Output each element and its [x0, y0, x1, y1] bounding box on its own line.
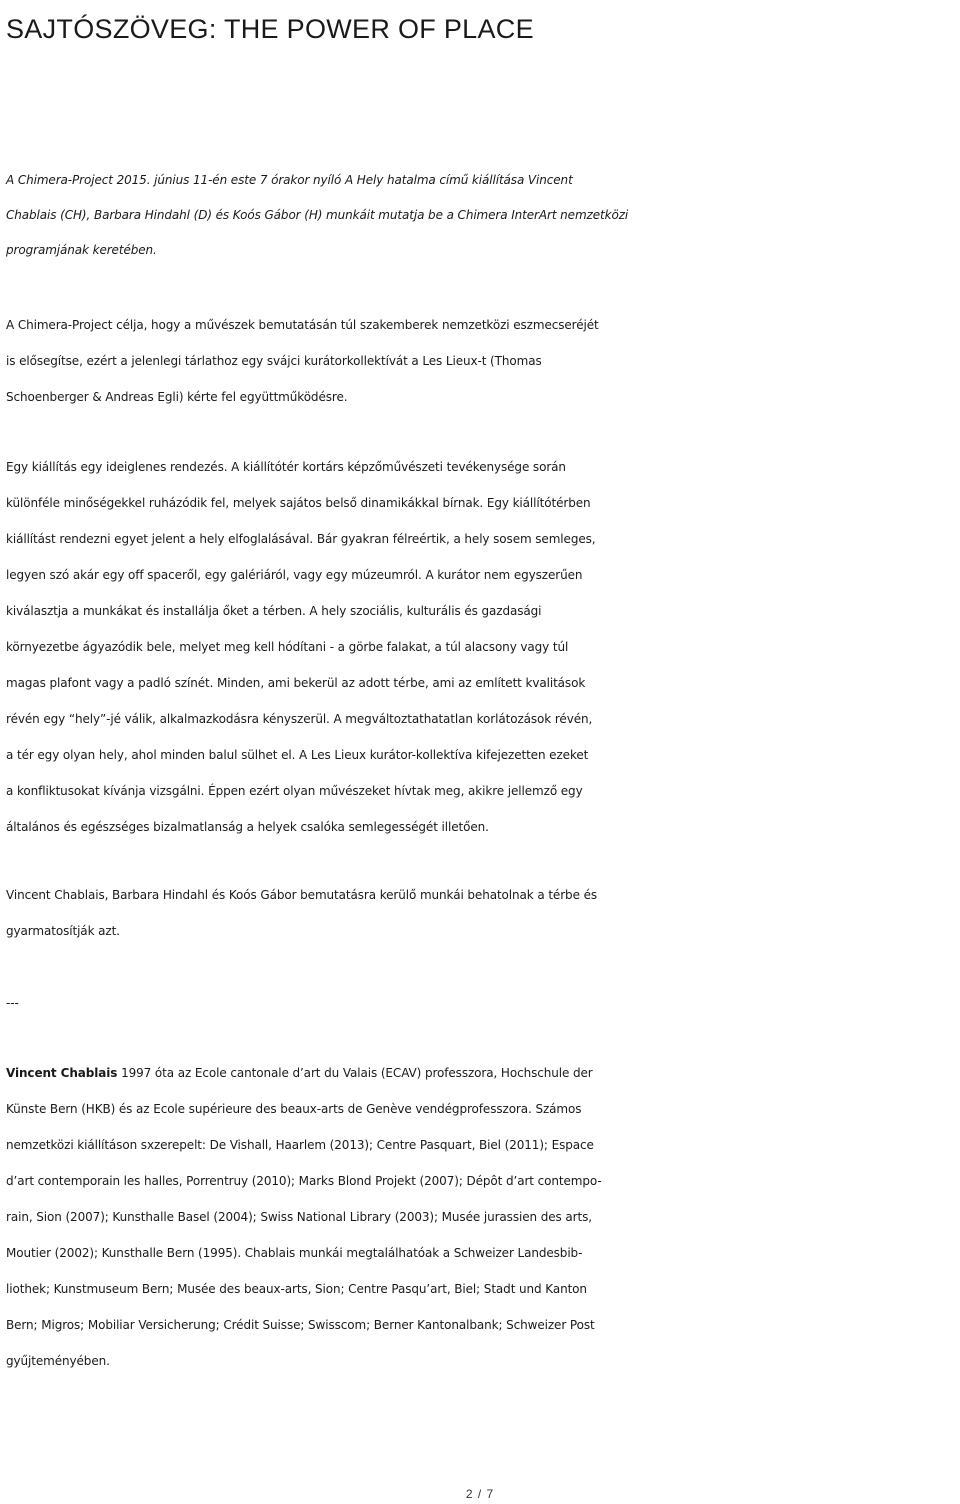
text-line: a tér egy olyan hely, ahol minden balul sülhet el. A Les Lieux kurátor-kollektíva kifejezetten ezeket: [6, 748, 589, 762]
page-number: 2 / 7: [465, 1487, 495, 1501]
text-line: kiválasztja a munkákat és installálja őket a térben. A hely szociális, kulturális és gazdasági: [6, 604, 542, 618]
bio-first-line-text: 1997 óta az Ecole cantonale d’art du Valais (ECAV) professzora, Hochschule der: [117, 1066, 593, 1080]
paragraph-exhibition: [6, 449, 956, 845]
text-line: kiállítást rendezni egyet jelent a hely elfoglalásával. Bár gyakran félreértik, a hely sosem semleges,: [6, 532, 596, 546]
text-line: programjának keretében.: [6, 243, 157, 257]
text-line: gyarmatosítják azt.: [6, 924, 120, 938]
intro-paragraph: [6, 163, 956, 268]
paragraph-chimera-aim: [6, 307, 956, 415]
document-title: SAJTÓSZÖVEG: THE POWER OF PLACE: [6, 14, 534, 44]
text-line: Chablais (CH), Barbara Hindahl (D) és Koós Gábor (H) munkáit mutatja be a Chimera InterArt nemzetközi: [6, 208, 629, 222]
text-line: Egy kiállítás egy ideiglenes rendezés. A kiállítótér kortárs képzőművészeti tevékenysége során: [6, 460, 566, 474]
text-line: legyen szó akár egy off spaceről, egy galériáról, vagy egy múzeumról. A kurátor nem egyszerűen: [6, 568, 583, 582]
text-line: nemzetközi kiállításon sxzerepelt: De Vishall, Haarlem (2013); Centre Pasquart, Biel (2011); Espace: [6, 1138, 594, 1152]
text-line: liothek; Kunstmuseum Bern; Musée des beaux-arts, Sion; Centre Pasqu’art, Biel; Stadt und Kanton: [6, 1282, 587, 1296]
text-line: különféle minőségekkel ruházódik fel, melyek sajátos belső dinamikákkal bírnak. Egy kiállítótérben: [6, 496, 591, 510]
text-line: általános és egészséges bizalmatlanság a helyek csalóka semlegességét illetően.: [6, 820, 489, 834]
text-line: gyűjteményében.: [6, 1354, 110, 1368]
separator-text: ---: [6, 996, 19, 1010]
text-line: Künste Bern (HKB) és az Ecole supérieure des beaux-arts de Genève vendégprofesszora. Számos: [6, 1102, 582, 1116]
separator: [6, 985, 956, 1021]
text-line: révén egy “hely”-jé válik, alkalmazkodásra kényszerül. A megváltoztathatatlan korlátozások révén,: [6, 712, 593, 726]
bio-paragraph: [6, 1055, 956, 1379]
text-line: Moutier (2002); Kunsthalle Bern (1995). Chablais munkái megtalálhatóak a Schweizer Landesbib-: [6, 1246, 583, 1260]
text-line: d’art contemporain les halles, Porrentruy (2010); Marks Blond Projekt (2007); Dépôt d’art contempo-: [6, 1174, 602, 1188]
text-line: A Chimera-Project 2015. június 11-én este 7 órakor nyíló A Hely hatalma című kiállítása Vincent: [6, 173, 573, 187]
text-line: rain, Sion (2007); Kunsthalle Basel (2004); Swiss National Library (2003); Musée jurassien des arts,: [6, 1210, 592, 1224]
text-line: Schoenberger & Andreas Egli) kérte fel együttműködésre.: [6, 390, 348, 404]
text-line: Bern; Migros; Mobiliar Versicherung; Crédit Suisse; Swisscom; Berner Kantonalbank; Schweizer Post: [6, 1318, 595, 1332]
text-line: is elősegítse, ezért a jelenlegi tárlathoz egy svájci kurátorkollektívát a Les Lieux-t (Thomas: [6, 354, 542, 368]
text-line: Vincent Chablais, Barbara Hindahl és Koós Gábor bemutatásra kerülő munkái behatolnak a térbe és: [6, 888, 597, 902]
bio-first-line: [6, 1055, 956, 1091]
paragraph-artists: [6, 877, 956, 949]
text-line: környezetbe ágyazódik bele, melyet meg kell hódítani - a görbe falakat, a túl alacsony vagy túl: [6, 640, 569, 654]
text-line: a konfliktusokat kívánja vizsgálni. Éppen ezért olyan művészeket hívtak meg, akikre jellemző egy: [6, 784, 583, 798]
text-line: magas plafont vagy a padló színét. Minden, ami bekerül az adott térbe, ami az említett kvalitások: [6, 676, 586, 690]
text-line: A Chimera-Project célja, hogy a művészek bemutatásán túl szakemberek nemzetközi eszmecseréjét: [6, 318, 599, 332]
artist-name: Vincent Chablais: [6, 1066, 118, 1080]
